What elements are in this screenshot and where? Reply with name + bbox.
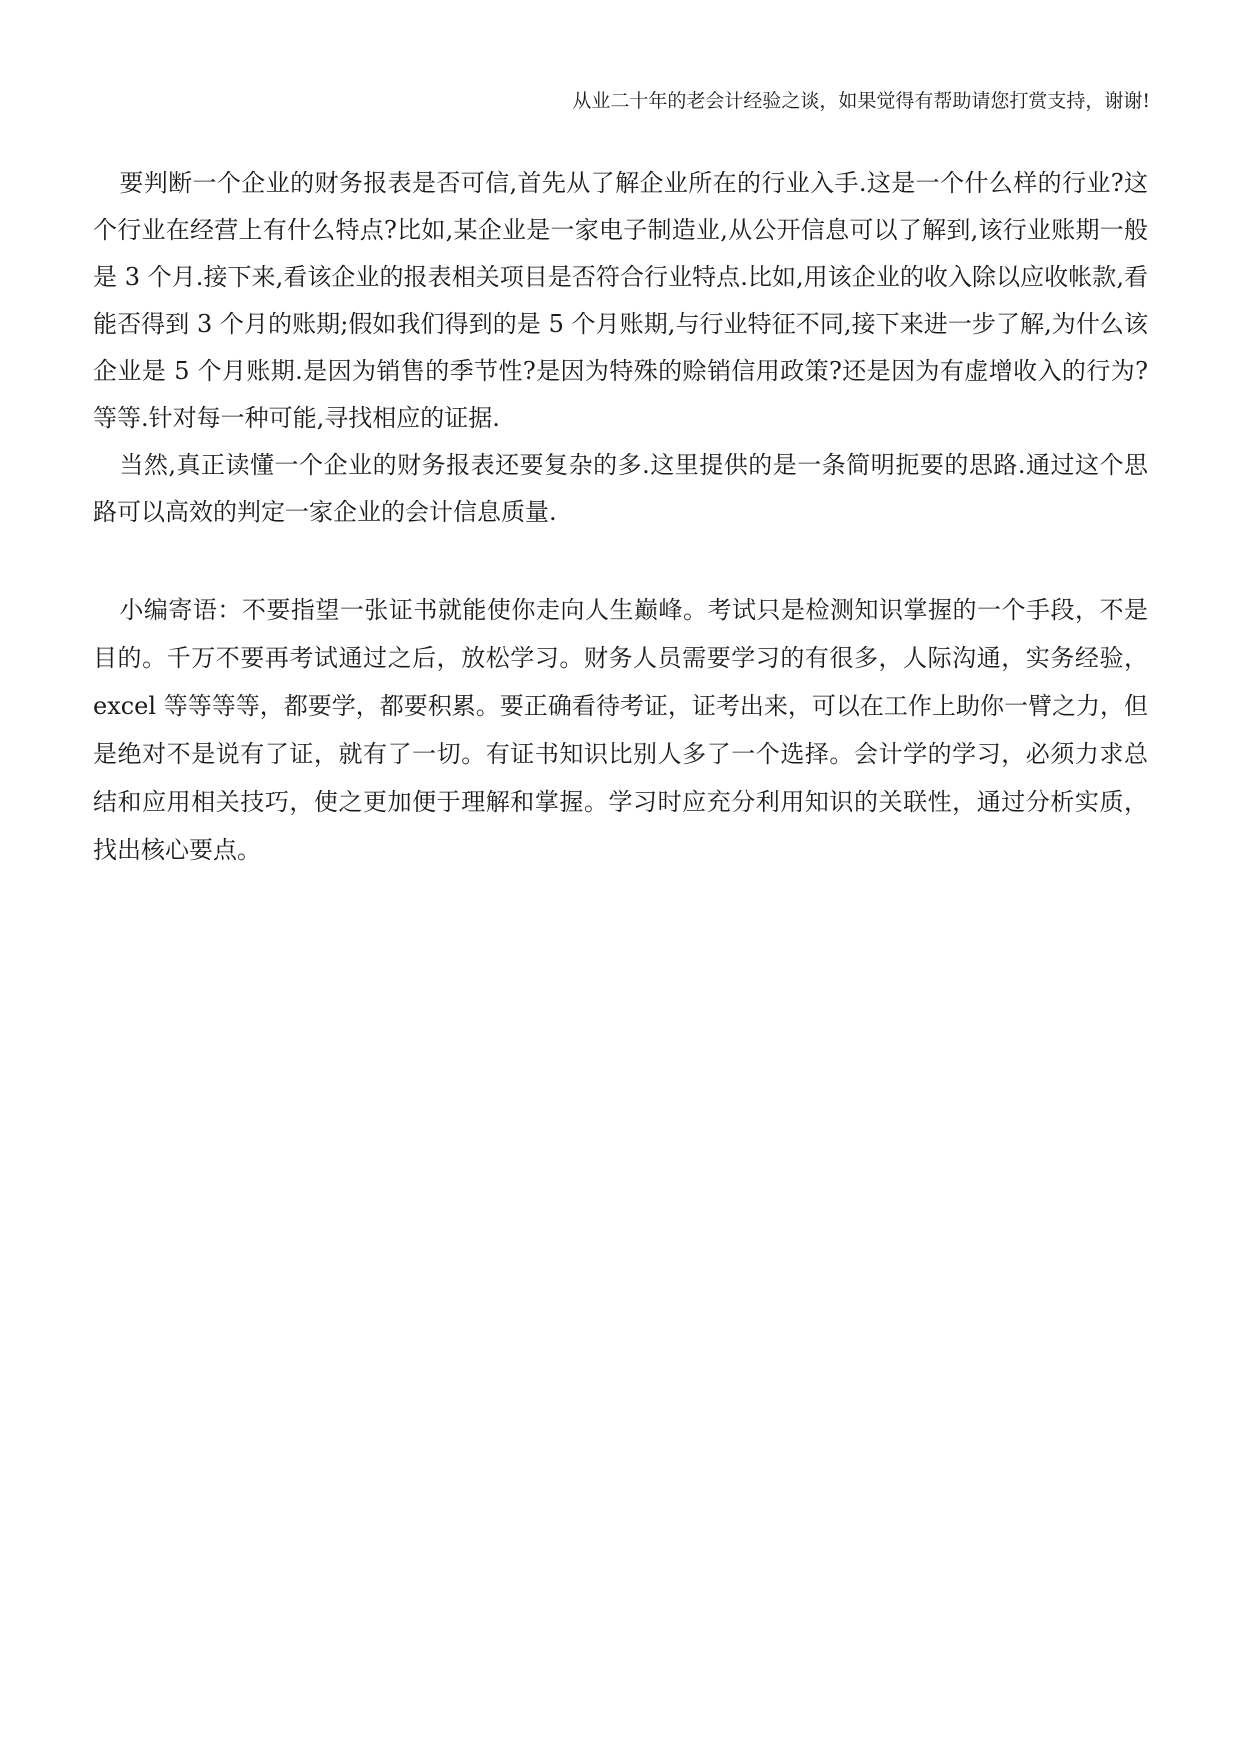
article-paragraph-1: 要判断一个企业的财务报表是否可信,首先从了解企业所在的行业入手.这是一个什么样的行业?这个行业在经营上有什么特点?比如,某企业是一家电子制造业,从公开信息可以了解到,该行业账期一般是 3 个月.接下来,看该企业的报表相关项目是否符合行业特点.比如,用该企业的收入除以应收帐款,看能否得到 3 个月的账期;假如我们得到的是 5 个月账期,与行业特征不同,接下来进一步了解,为什么该企业是 5 个月账期.是因为销售的季节性?是因为特殊的赊销信用政策?还是因为有虚增收入的行为?等等.针对每一种可能,寻找相应的证据. (93, 169, 1148, 432)
editor-note-section (93, 586, 1148, 874)
header-note: 从业二十年的老会计经验之谈，如果觉得有帮助请您打赏支持，谢谢! (572, 90, 1150, 112)
article-paragraph-2: 当然,真正读懂一个企业的财务报表还要复杂的多.这里提供的是一条简明扼要的思路.通过这个思路可以高效的判定一家企业的会计信息质量. (93, 451, 1148, 526)
article-body (93, 160, 1148, 536)
editor-note-paragraph: 小编寄语：不要指望一张证书就能使你走向人生巅峰。考试只是检测知识掌握的一个手段，不是目的。千万不要再考试通过之后，放松学习。财务人员需要学习的有很多，人际沟通，实务经验，excel 等等等等，都要学，都要积累。要正确看待考证，证考出来，可以在工作上助你一臂之力，但是绝对不是说有了证，就有了一切。有证书知识比别人多了一个选择。会计学的学习，必须力求总结和应用相关技巧，使之更加便于理解和掌握。学习时应充分利用知识的关联性，通过分析实质，找出核心要点。 (93, 596, 1148, 864)
